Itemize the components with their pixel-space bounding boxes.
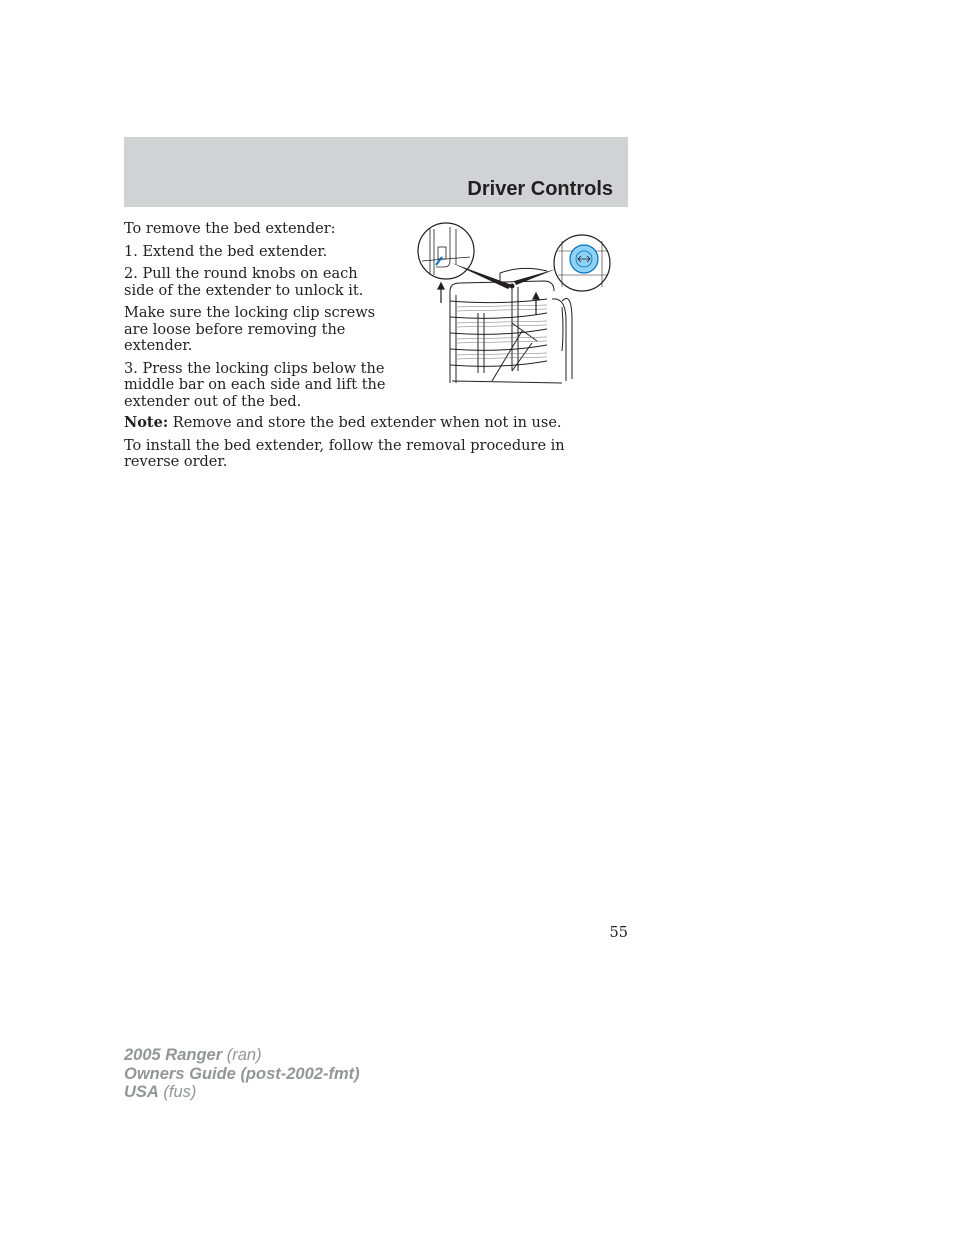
- install-text: To install the bed extender, follow the removal procedure in reverse order.: [124, 437, 565, 470]
- footer-line-1: [124, 1046, 360, 1065]
- note-label: Note:: [124, 414, 169, 431]
- footer-market: USA: [124, 1083, 159, 1101]
- footer-line-3: [124, 1083, 360, 1102]
- note-paragraph: [124, 415, 614, 432]
- caution-text: Make sure the locking clip screws are loose before removing the extender.: [124, 305, 376, 354]
- step-3-text: 3. Press the locking clips below the middle bar on each side and lift the extender out of the bed.: [124, 360, 386, 410]
- instructions-column: [124, 221, 392, 416]
- page-number: 55: [609, 925, 628, 941]
- document-footer: [124, 1046, 360, 1102]
- footer-model: 2005 Ranger: [124, 1046, 223, 1064]
- step-2-text: 2. Pull the round knobs on each side of the extender to unlock it.: [124, 266, 364, 299]
- footer-line-2: Owners Guide (post-2002-fmt): [124, 1064, 360, 1083]
- notes-section: [124, 415, 614, 477]
- footer-market-code: (fus): [158, 1083, 197, 1101]
- section-header-band: [124, 137, 628, 207]
- section-title: Driver Controls: [467, 178, 613, 200]
- bed-extender-illustration: [412, 221, 617, 387]
- footer-model-code: (ran): [222, 1046, 262, 1064]
- step-1-text: 1. Extend the bed extender.: [124, 243, 328, 260]
- note-text: Remove and store the bed extender when not in use.: [168, 415, 562, 431]
- intro-text: To remove the bed extender:: [124, 221, 336, 237]
